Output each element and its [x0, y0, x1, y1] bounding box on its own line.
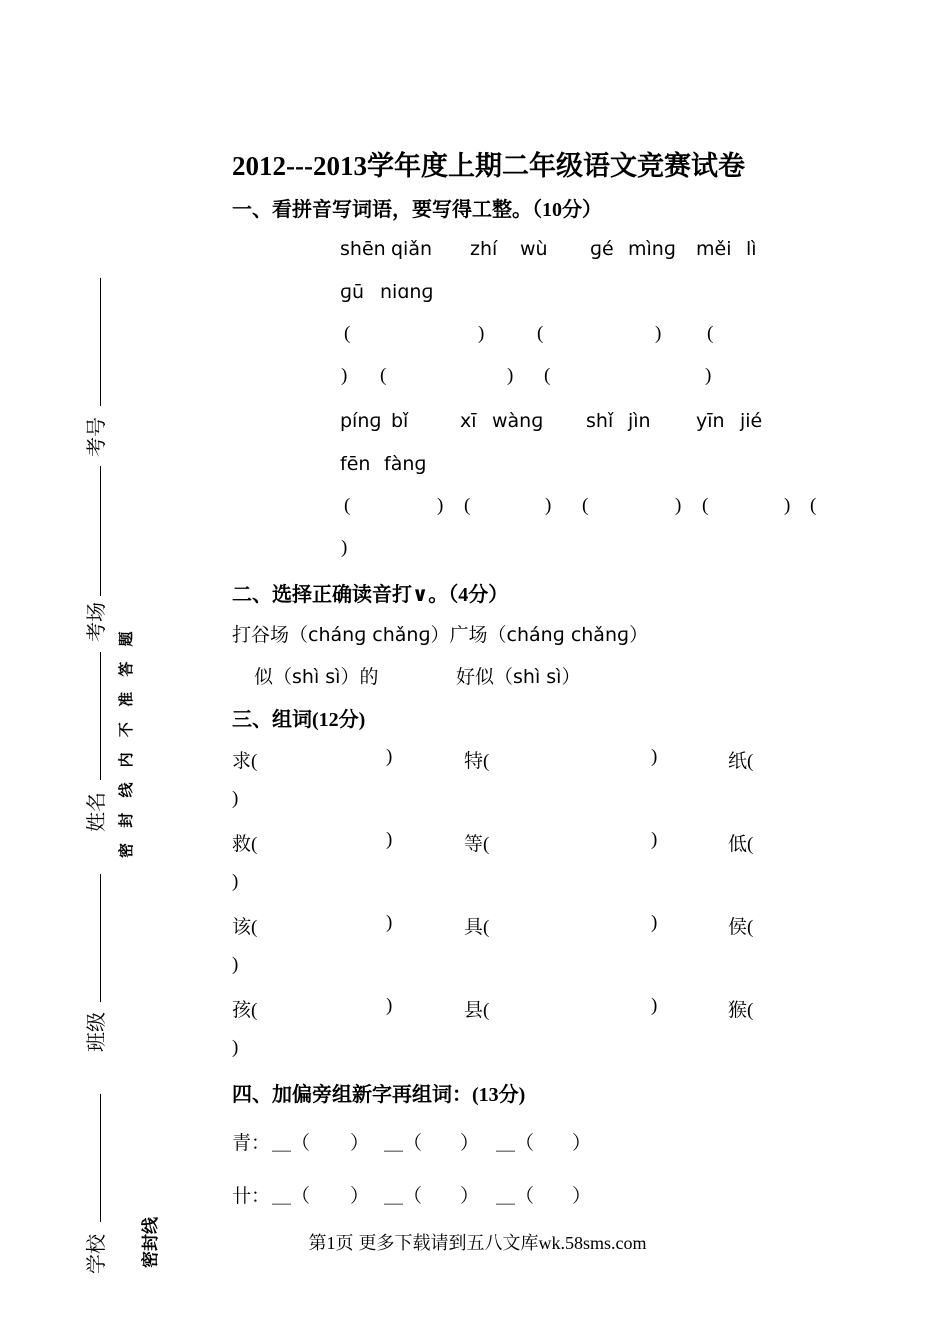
seal-notice: 密 封 线 内 不 准 答 题	[117, 626, 135, 858]
close-paren: )	[651, 746, 658, 767]
pinyin: wù	[520, 238, 548, 260]
radical-label: 卄：	[232, 1186, 271, 1207]
close-paren: )	[437, 495, 444, 516]
word-char: 等(	[464, 834, 490, 855]
open-paren: (	[344, 495, 351, 516]
word-char: 县(	[464, 1000, 490, 1021]
radical-label: 青：	[232, 1133, 271, 1154]
name-label: 姓名	[86, 792, 108, 832]
close-paren: )	[232, 871, 239, 892]
pinyin: lì	[746, 238, 757, 260]
page-title: 2012---2013学年度上期二年级语文竞赛试卷	[232, 151, 745, 181]
school-label: 学校	[86, 1234, 108, 1274]
text: ）	[629, 625, 649, 646]
close-paren: )	[478, 323, 485, 344]
open-paren: (	[582, 495, 589, 516]
open-paren: (	[537, 323, 544, 344]
exam-no-label: 考号	[86, 417, 108, 457]
close-paren: ）	[350, 1186, 370, 1207]
reading-line-1	[232, 620, 648, 647]
close-paren: )	[341, 365, 348, 386]
close-paren: )	[232, 954, 239, 975]
word-char: 该(	[232, 917, 258, 938]
section1-heading: 一、看拼音写词语，要写得工整。（10分）	[232, 199, 602, 221]
close-paren: )	[386, 746, 393, 767]
text: ）	[561, 667, 581, 688]
open-paren: (	[544, 365, 551, 386]
close-paren: )	[651, 995, 658, 1016]
close-paren: ）	[460, 1186, 480, 1207]
blank-open: ＿（	[272, 1186, 311, 1207]
pinyin: bǐ	[391, 410, 409, 432]
open-paren: (	[810, 495, 817, 516]
close-paren: )	[655, 323, 662, 344]
blank-open: ＿（	[496, 1186, 535, 1207]
section3-heading: 三、组词(12分)	[232, 709, 366, 731]
word-char: 低(	[728, 834, 754, 855]
word-char: 猴(	[728, 1000, 754, 1021]
pinyin: jié	[740, 410, 763, 432]
close-paren: )	[705, 365, 712, 386]
pinyin: fēn	[340, 453, 371, 475]
text: ）广场（	[430, 625, 507, 646]
word-char: 侯(	[728, 917, 754, 938]
close-paren: )	[545, 495, 552, 516]
pinyin-options: chánɡ chǎnɡ	[308, 624, 431, 646]
pinyin: pínɡ	[340, 410, 382, 432]
word-char: 具(	[464, 917, 490, 938]
pinyin: qiǎn	[391, 238, 433, 260]
close-paren: )	[386, 995, 393, 1016]
blank-open: ＿（	[384, 1186, 423, 1207]
section2-heading: 二、选择正确读音打∨。（4分）	[232, 584, 509, 606]
pinyin: zhí	[470, 238, 498, 260]
close-paren: ）	[460, 1133, 480, 1154]
pinyin: xī	[460, 410, 477, 432]
word-char: 孩(	[232, 1000, 258, 1021]
seal-line-label: 密封线	[141, 1217, 161, 1268]
exam-room-label: 考场	[86, 602, 108, 642]
text: 似（	[254, 667, 293, 688]
close-paren: )	[651, 829, 658, 850]
footer-link-text: 更多下载请到五八文库wk.58sms.com	[358, 1233, 647, 1253]
text: ）的	[340, 667, 379, 688]
close-paren: ）	[572, 1133, 592, 1154]
close-paren: )	[232, 788, 239, 809]
close-paren: )	[386, 912, 393, 933]
reading-line-2a	[254, 662, 378, 689]
text: 好似（	[456, 667, 514, 688]
word-char: 纸(	[728, 751, 754, 772]
blank-open: ＿（	[384, 1133, 423, 1154]
word-char: 求(	[232, 751, 258, 772]
blank-open: ＿（	[496, 1133, 535, 1154]
text: 打谷场（	[232, 625, 309, 646]
close-paren: )	[386, 829, 393, 850]
pinyin: niɑnɡ	[380, 281, 434, 303]
pinyin: wànɡ	[492, 410, 544, 432]
exam-room-line	[100, 466, 101, 596]
close-paren: )	[341, 537, 348, 558]
close-paren: )	[651, 912, 658, 933]
open-paren: (	[464, 495, 471, 516]
pinyin: shēn	[340, 238, 386, 260]
close-paren: )	[507, 365, 514, 386]
pinyin: shǐ	[586, 410, 614, 432]
pinyin: měi	[696, 238, 732, 260]
close-paren: )	[784, 495, 791, 516]
pinyin-options: chánɡ chǎnɡ	[506, 624, 630, 646]
open-paren: (	[702, 495, 709, 516]
pinyin: jìn	[628, 410, 651, 432]
open-paren: (	[344, 323, 351, 344]
open-paren: (	[380, 365, 387, 386]
pinyin-options: shì sì	[513, 666, 562, 688]
close-paren: )	[232, 1037, 239, 1058]
section4-heading: 四、加偏旁组新字再组词：(13分)	[232, 1084, 526, 1106]
pinyin-options: shì sì	[292, 666, 341, 688]
open-paren: (	[707, 323, 714, 344]
class-line	[100, 874, 101, 1002]
pinyin: fànɡ	[384, 453, 427, 475]
exam-no-line	[100, 278, 101, 406]
name-line	[100, 652, 101, 780]
reading-line-2b	[456, 662, 580, 689]
school-line	[100, 1094, 101, 1222]
word-char: 特(	[464, 751, 490, 772]
pinyin: ɡé	[590, 238, 614, 260]
page-number: 第1页	[308, 1233, 354, 1253]
close-paren: ）	[350, 1133, 370, 1154]
blank-open: ＿（	[272, 1133, 311, 1154]
pinyin: yīn	[696, 410, 725, 432]
pinyin: ɡū	[340, 281, 365, 303]
page-footer	[0, 1229, 950, 1255]
close-paren: ）	[572, 1186, 592, 1207]
word-char: 救(	[232, 834, 258, 855]
class-label: 班级	[86, 1012, 108, 1052]
pinyin: mìnɡ	[628, 238, 676, 260]
close-paren: )	[675, 495, 682, 516]
